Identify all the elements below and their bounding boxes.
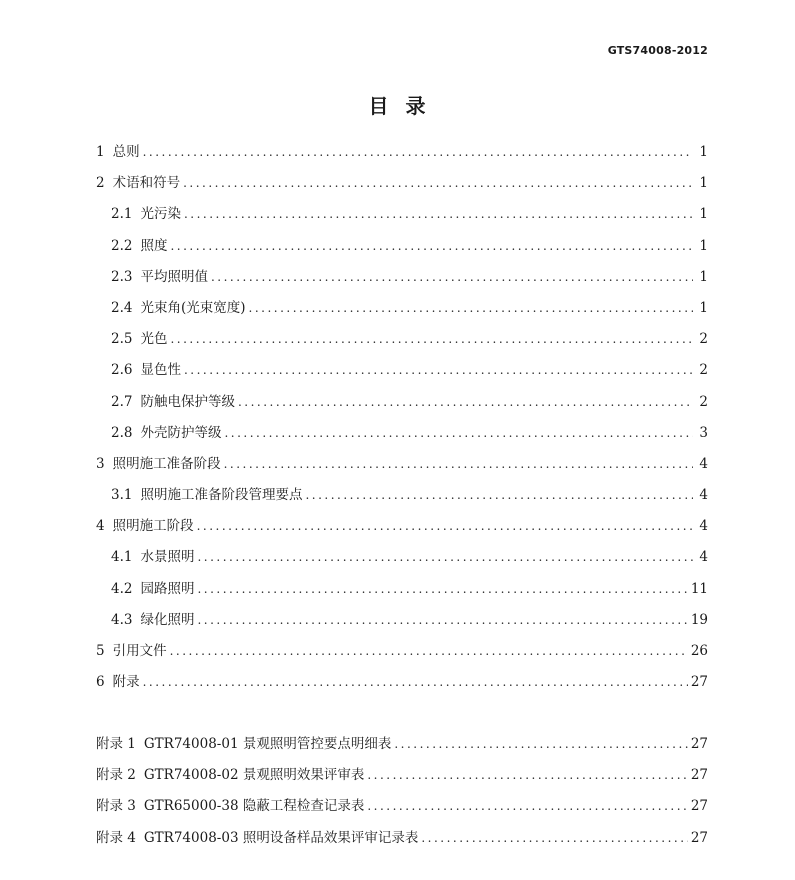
toc-entry-number: 2.3 — [111, 268, 133, 285]
toc-entry-number: 2.8 — [111, 424, 133, 441]
toc-entry[interactable] — [96, 639, 708, 670]
toc-entry-page: 19 — [690, 611, 708, 628]
toc-entry-number: 3.1 — [111, 487, 133, 504]
appendix-entry[interactable] — [96, 763, 708, 794]
toc-entry-number: 4.3 — [111, 611, 133, 628]
toc-entry-page: 2 — [699, 393, 708, 410]
toc-entry-label: 显色性 — [140, 362, 181, 379]
toc-entry[interactable] — [96, 296, 708, 327]
toc-entry[interactable] — [96, 421, 708, 452]
appendix-label: GTR74008-03 照明设备样品效果评审记录表 — [143, 829, 419, 846]
toc-entry-page: 3 — [699, 424, 708, 441]
toc-entry[interactable] — [96, 608, 708, 639]
appendix-number: 附录 1 — [96, 736, 136, 752]
appendix-page: 27 — [690, 767, 708, 784]
toc-entry[interactable] — [96, 390, 708, 421]
appendix-page: 27 — [690, 736, 708, 752]
toc-entry-label: 园路照明 — [140, 580, 195, 597]
toc-entry-page: 4 — [699, 549, 708, 566]
toc-entry[interactable] — [96, 140, 708, 171]
dot-leader — [170, 234, 693, 259]
appendix-label: GTR74008-02 景观照明效果评审表 — [143, 767, 365, 784]
toc-entry-number: 5 — [96, 643, 105, 659]
toc-entry-number: 4.2 — [111, 580, 133, 597]
dot-leader — [197, 608, 687, 633]
toc-entry[interactable] — [96, 202, 708, 233]
dot-leader — [211, 265, 693, 290]
toc-entry-number: 2 — [96, 175, 105, 192]
toc-entry-label: 术语和符号 — [112, 175, 181, 192]
dot-leader — [197, 514, 693, 539]
dot-leader — [170, 327, 693, 352]
toc-entry-label: 光束角(光束宽度) — [140, 299, 246, 316]
dot-leader — [170, 639, 688, 664]
toc-entry-label: 水景照明 — [140, 549, 195, 566]
appendix-label: GTR65000-38 隐蔽工程检查记录表 — [143, 798, 365, 815]
toc-entry-label: 光色 — [140, 331, 168, 348]
toc-entry-number: 3 — [96, 455, 105, 472]
appendix-page: 27 — [690, 829, 708, 846]
dot-leader — [367, 794, 687, 819]
toc-entry-number: 2.7 — [111, 393, 133, 410]
dot-leader — [249, 296, 693, 321]
toc-entry-label: 引用文件 — [112, 643, 167, 659]
toc-entry-label: 外壳防护等级 — [140, 424, 222, 441]
dot-leader — [197, 577, 687, 602]
dot-leader — [197, 545, 693, 570]
toc-entry-page: 1 — [699, 299, 708, 316]
toc-entry-label: 平均照明值 — [140, 268, 208, 285]
toc-entry[interactable] — [96, 483, 708, 514]
table-of-contents — [96, 140, 708, 701]
toc-entry-number: 6 — [96, 674, 105, 691]
appendix-number: 附录 3 — [96, 798, 136, 815]
toc-entry[interactable] — [96, 327, 708, 358]
toc-entry-page: 1 — [699, 237, 708, 254]
toc-entry-page: 4 — [699, 518, 708, 535]
dot-leader — [394, 732, 687, 757]
appendix-entry[interactable] — [96, 826, 708, 857]
toc-entry-page: 2 — [699, 362, 708, 379]
toc-entry-page: 26 — [690, 643, 708, 659]
dot-leader — [143, 670, 688, 695]
appendix-entry[interactable] — [96, 732, 708, 763]
toc-entry-page: 1 — [699, 268, 708, 285]
appendix-label: GTR74008-01 景观照明管控要点明细表 — [143, 736, 392, 752]
toc-entry[interactable] — [96, 265, 708, 296]
toc-entry-page: 4 — [699, 487, 708, 504]
appendix-entry[interactable] — [96, 794, 708, 825]
toc-entry-number: 2.4 — [111, 299, 133, 316]
toc-entry[interactable] — [96, 358, 708, 389]
toc-entry-label: 附录 — [112, 674, 140, 691]
toc-entry-number: 2.2 — [111, 237, 133, 254]
dot-leader — [184, 358, 693, 383]
toc-entry-page: 1 — [699, 206, 708, 223]
dot-leader — [143, 140, 693, 165]
toc-entry-label: 照明施工准备阶段 — [112, 455, 221, 472]
appendix-number: 附录 4 — [96, 829, 136, 846]
page-title: 目 录 — [368, 94, 427, 118]
toc-entry-number: 2.6 — [111, 362, 133, 379]
toc-entry-label: 照度 — [140, 237, 168, 254]
toc-entry-label: 绿化照明 — [140, 611, 195, 628]
toc-entry-number: 2.1 — [111, 206, 133, 223]
toc-entry-page: 1 — [699, 175, 708, 192]
toc-entry-label: 照明施工准备阶段管理要点 — [140, 487, 303, 504]
toc-entry[interactable] — [96, 670, 708, 701]
toc-entry-page: 11 — [690, 580, 708, 597]
toc-entry[interactable] — [96, 171, 708, 202]
toc-entry-number: 2.5 — [111, 331, 133, 348]
dot-leader — [367, 763, 687, 788]
toc-entry[interactable] — [96, 545, 708, 576]
toc-entry-label: 照明施工阶段 — [112, 518, 194, 535]
toc-entry-page: 27 — [690, 674, 708, 691]
toc-entry[interactable] — [96, 514, 708, 545]
toc-entry-number: 1 — [96, 144, 105, 160]
dot-leader — [224, 421, 693, 446]
dot-leader — [184, 202, 693, 227]
toc-entry-page: 4 — [699, 455, 708, 472]
appendix-page: 27 — [690, 798, 708, 815]
toc-entry-label: 总则 — [112, 144, 140, 160]
document-code: GTS74008-2012 — [607, 44, 708, 57]
toc-entry-page: 1 — [699, 144, 708, 160]
toc-entry[interactable] — [96, 577, 708, 608]
toc-entry-label: 光污染 — [140, 206, 181, 223]
toc-entry[interactable] — [96, 234, 708, 265]
dot-leader — [183, 171, 693, 196]
toc-entry-label: 防触电保护等级 — [140, 393, 235, 410]
toc-entry-number: 4 — [96, 518, 105, 535]
dot-leader — [305, 483, 693, 508]
dot-leader — [421, 826, 687, 851]
toc-entry-number: 4.1 — [111, 549, 133, 566]
appendix-number: 附录 2 — [96, 767, 136, 784]
dot-leader — [238, 390, 693, 415]
dot-leader — [224, 452, 693, 477]
appendix-list — [96, 732, 708, 857]
toc-entry-page: 2 — [699, 331, 708, 348]
toc-entry[interactable] — [96, 452, 708, 483]
